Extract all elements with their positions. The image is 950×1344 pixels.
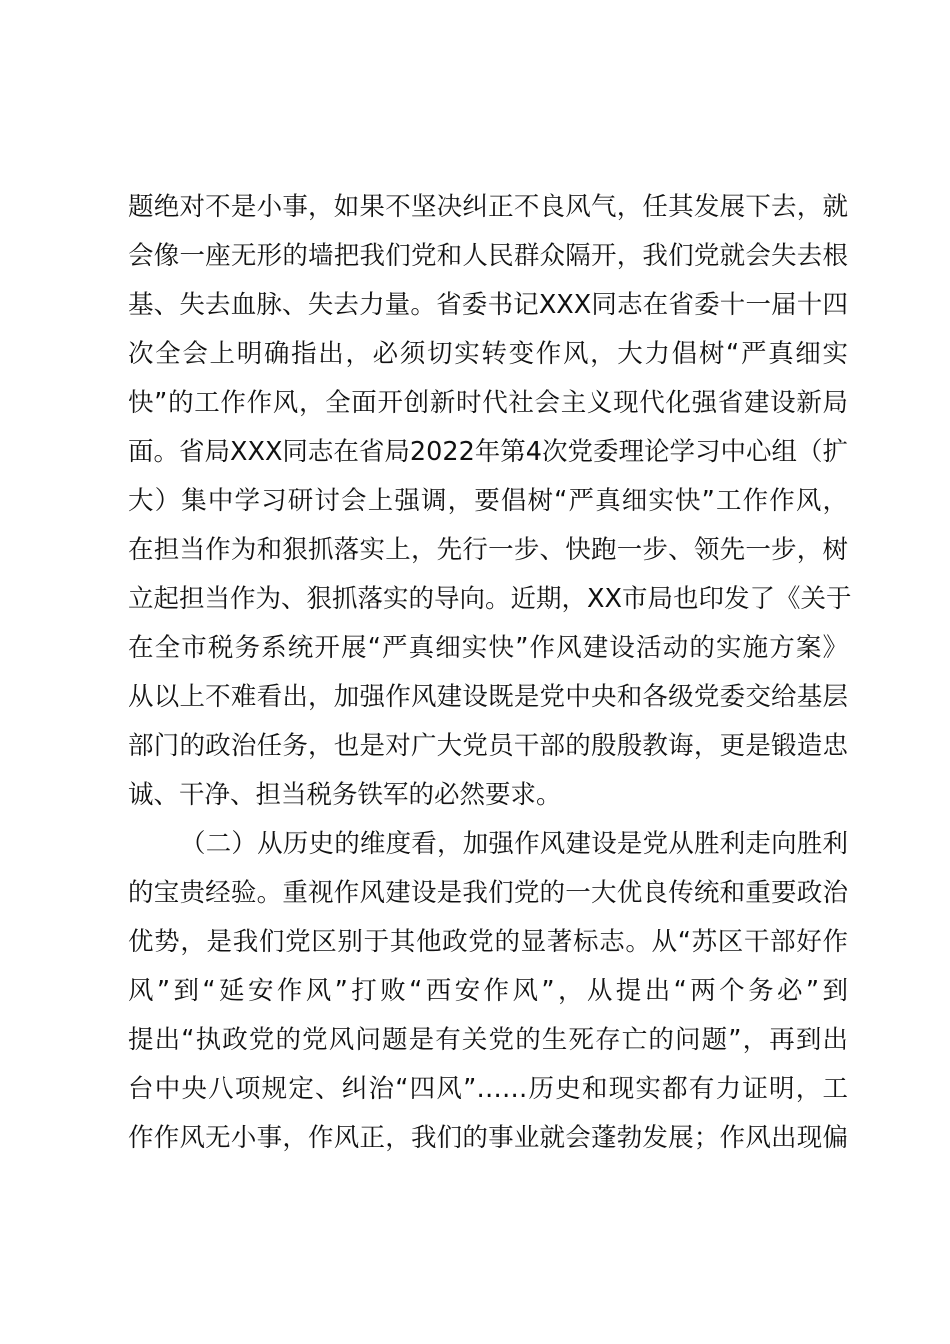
- text-line: 风”到“延安作风”打败“西安作风”，从提出“两个务必”到: [128, 976, 848, 1006]
- text-line: 题绝对不是小事，如果不坚决纠正不良风气，任其发展下去，就: [128, 192, 848, 222]
- text-line: 诚、干净、担当税务铁军的必然要求。: [128, 780, 562, 810]
- text-line: 的宝贵经验。重视作风建设是我们党的一大优良传统和重要政治: [128, 878, 848, 908]
- text-line: 在全市税务系统开展“严真细实快”作风建设活动的实施方案》: [128, 633, 848, 663]
- text-line: 提出“执政党的党风问题是有关党的生死存亡的问题”，再到出: [128, 1025, 848, 1055]
- text-line: 台中央八项规定、纠治“四风”……历史和现实都有力证明，工: [128, 1074, 848, 1104]
- text-line: 基、失去血脉、失去力量。省委书记XXX同志在省委十一届十四: [128, 290, 848, 320]
- text-line: 在担当作为和狠抓落实上，先行一步、快跑一步、领先一步，树: [128, 535, 848, 565]
- text-line: 大）集中学习研讨会上强调，要倡树“严真细实快”工作作风，: [128, 486, 848, 516]
- text-line: 次全会上明确指出，必须切实转变作风，大力倡树“严真细实: [128, 339, 848, 369]
- section-heading-line: （二）从历史的维度看，加强作风建设是党从胜利走向胜利: [180, 829, 848, 859]
- text-line: 面。省局XXX同志在省局2022年第4次党委理论学习中心组（扩: [128, 437, 849, 467]
- text-line: 作作风无小事，作风正，我们的事业就会蓬勃发展；作风出现偏: [128, 1123, 848, 1153]
- text-line: 从以上不难看出，加强作风建设既是党中央和各级党委交给基层: [128, 682, 848, 712]
- text-line: 部门的政治任务，也是对广大党员干部的殷殷教诲，更是锻造忠: [128, 731, 848, 761]
- text-line: 优势，是我们党区别于其他政党的显著标志。从“苏区干部好作: [128, 927, 848, 957]
- body-text: [128, 183, 852, 1163]
- text-line: 立起担当作为、狠抓落实的导向。近期，XX市局也印发了《关于: [128, 584, 852, 614]
- text-line: 快”的工作作风，全面开创新时代社会主义现代化强省建设新局: [128, 388, 848, 418]
- text-line: 会像一座无形的墙把我们党和人民群众隔开，我们党就会失去根: [128, 241, 848, 271]
